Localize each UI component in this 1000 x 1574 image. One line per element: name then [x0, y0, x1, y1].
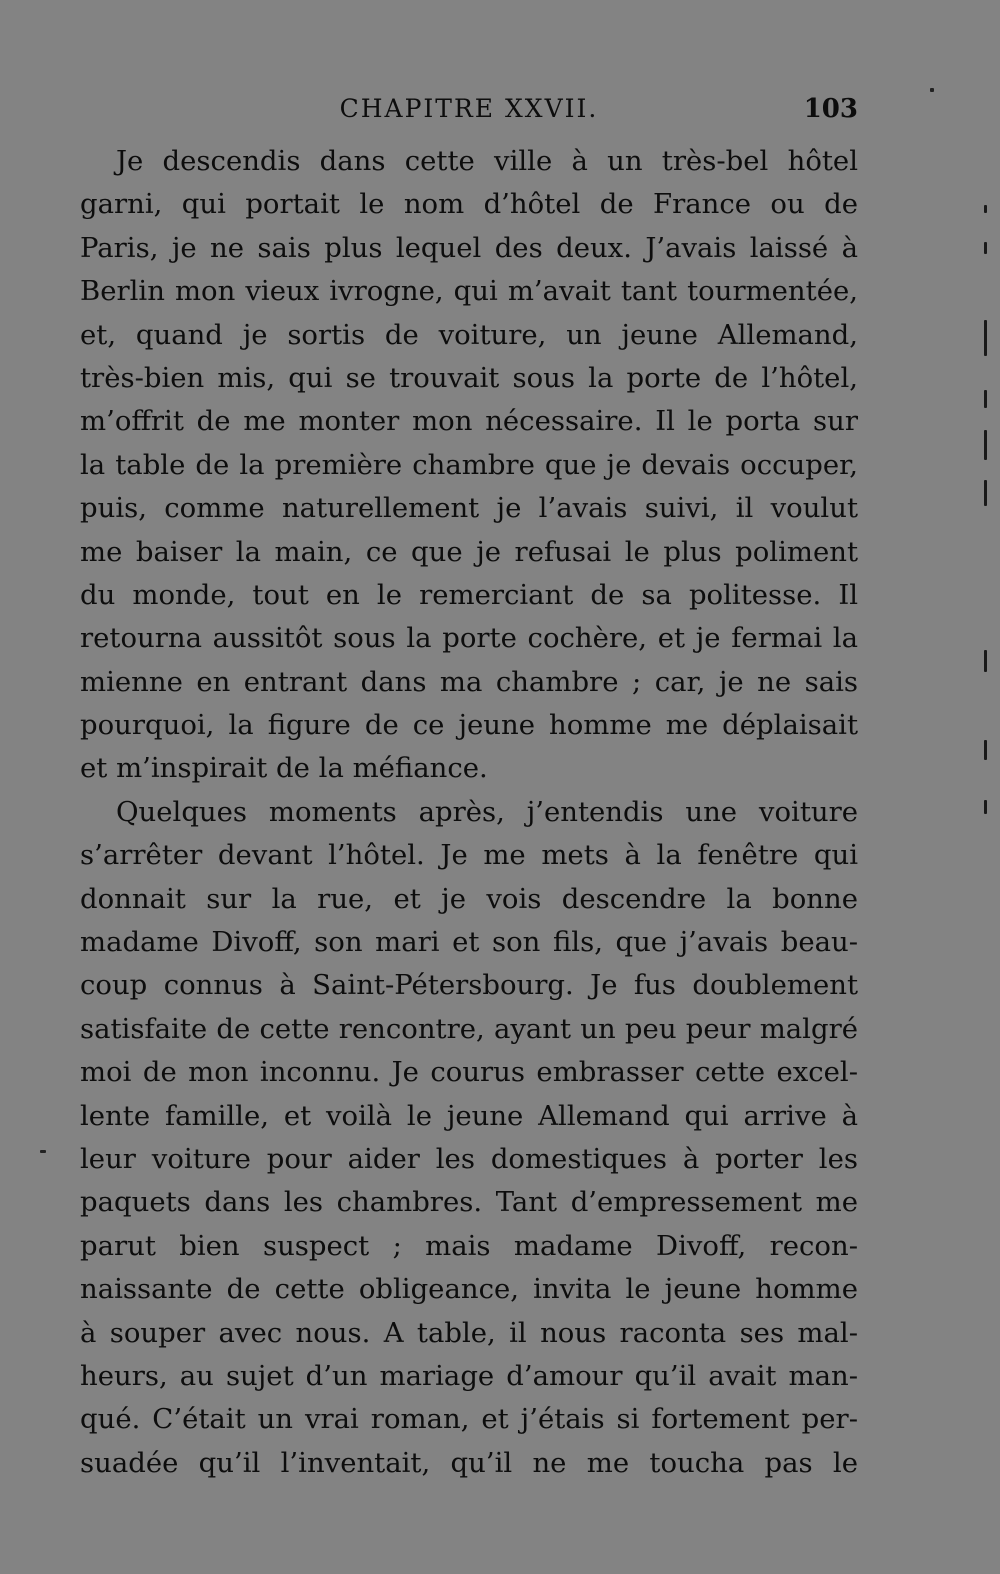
text-line: suadée qu’il l’inventait, qu’il ne me toucha pas le [80, 1446, 858, 1479]
text-line: donnait sur la rue, et je vois descendre la bonne [80, 882, 858, 915]
scan-mark [984, 242, 987, 254]
text-line: et, quand je sortis de voiture, un jeune Allemand, [80, 318, 858, 351]
text-line: pourquoi, la figure de ce jeune homme me déplaisait [80, 709, 858, 742]
text-line: s’arrêter devant l’hôtel. Je me mets à la fenêtre qui [80, 839, 858, 872]
text-line: madame Divoff, son mari et son fils, que j’avais beau- [80, 926, 858, 959]
text-line: me baiser la main, ce que je refusai le plus poliment [80, 535, 858, 568]
text-line: moi de mon inconnu. Je courus embrasser cette excel- [80, 1056, 858, 1089]
page-number: 103 [803, 94, 858, 124]
text-line: satisfaite de cette rencontre, ayant un peu peur malgré [80, 1012, 858, 1045]
text-line: m’offrit de me monter mon nécessaire. Il le porta sur [80, 405, 858, 438]
text-line: Je descendis dans cette ville à un très-bel hôtel [116, 145, 858, 177]
scan-mark [984, 205, 987, 213]
scan-mark [984, 650, 987, 672]
text-line: paquets dans les chambres. Tant d’empressement me [80, 1186, 858, 1219]
text-line: du monde, tout en le remerciant de sa politesse. Il [80, 578, 858, 611]
text-line: heurs, au sujet d’un mariage d’amour qu’il avait man- [80, 1359, 858, 1392]
chapter-title: CHAPITRE XXVII. [339, 94, 599, 123]
text-line: naissante de cette obligeance, invita le jeune homme [80, 1273, 858, 1306]
text-line: Quelques moments après, j’entendis une voiture [116, 795, 858, 828]
text-line: à souper avec nous. A table, il nous raconta ses mal- [80, 1316, 858, 1349]
text-line: puis, comme naturellement je l’avais suivi, il voulut [80, 492, 858, 525]
text-line: lente famille, et voilà le jeune Allemand qui arrive à [80, 1099, 858, 1132]
text-line: Berlin mon vieux ivrogne, qui m’avait tant tourmentée, [80, 275, 858, 308]
running-head [80, 92, 858, 126]
text-line: garni, qui portait le nom d’hôtel de France ou de [80, 188, 858, 221]
text-line: Paris, je ne sais plus lequel des deux. J’avais laissé à [80, 231, 858, 264]
body-text [80, 140, 858, 1485]
scan-mark [984, 480, 987, 506]
text-line: très-bien mis, qui se trouvait sous la porte de l’hôtel, [80, 361, 858, 394]
text-line: coup connus à Saint-Pétersbourg. Je fus doublement [80, 969, 858, 1002]
text-line: qué. C’était un vrai roman, et j’étais si fortement per- [80, 1403, 858, 1436]
scan-mark [984, 320, 987, 356]
text-line: mienne en entrant dans ma chambre ; car, je ne sais [80, 665, 858, 698]
text-line: leur voiture pour aider les domestiques à porter les [80, 1142, 858, 1175]
scan-mark [984, 800, 987, 814]
scan-edge-marks [984, 180, 992, 860]
scan-mark [984, 430, 987, 460]
scan-speck [930, 88, 934, 92]
scan-mark [984, 740, 987, 760]
text-line: retourna aussitôt sous la porte cochère, et je fermai la [80, 622, 858, 655]
scan-speck [40, 1150, 46, 1153]
scan-mark [984, 390, 987, 408]
text-line: la table de la première chambre que je devais occuper, [80, 448, 858, 481]
text-line: parut bien suspect ; mais madame Divoff, recon- [80, 1229, 858, 1262]
text-line: et m’inspirait de la méfiance. [80, 752, 488, 785]
